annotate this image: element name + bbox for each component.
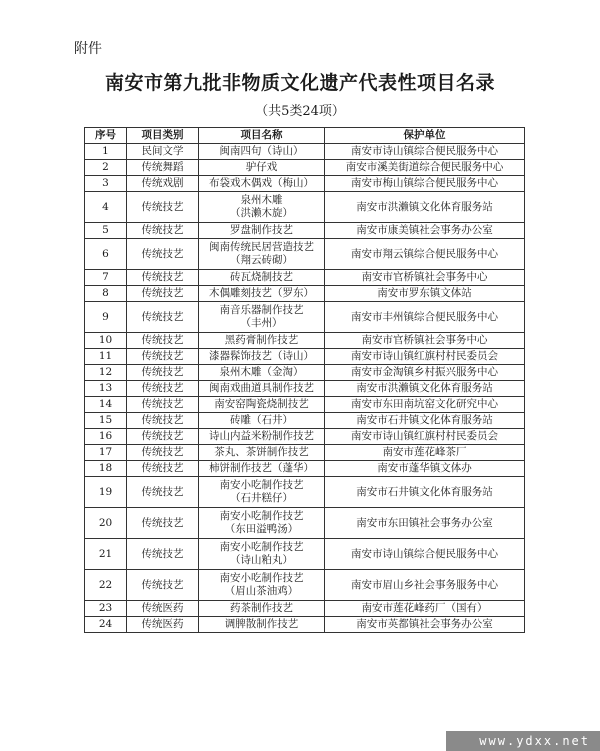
cell-no: 20 <box>85 508 127 539</box>
cell-name-line: 调脾散制作技艺 <box>224 618 299 630</box>
cell-no: 15 <box>85 413 127 429</box>
cell-name <box>199 570 325 601</box>
cell-name-line: 砖瓦烧制技艺 <box>230 271 293 283</box>
attachment-label: 附件 <box>74 41 102 57</box>
column-header-name: 项目名称 <box>199 128 325 144</box>
cell-name-line: 南安小吃制作技艺 <box>219 541 304 553</box>
cell-name-line: 南安小吃制作技艺 <box>219 479 304 491</box>
cell-name-line: （诗山粕丸） <box>230 554 293 566</box>
cell-name-line: 黑药膏制作技艺 <box>224 334 299 346</box>
cell-no: 4 <box>85 192 127 223</box>
cell-unit: 南安市蓬华镇文体办 <box>325 461 525 477</box>
cell-unit: 南安市官桥镇社会事务中心 <box>325 270 525 286</box>
cell-category: 传统技艺 <box>127 539 199 570</box>
cell-category: 传统技艺 <box>127 429 199 445</box>
cell-no: 23 <box>85 601 127 617</box>
column-header-unit: 保护单位 <box>325 128 525 144</box>
table-row <box>85 192 525 223</box>
cell-unit: 南安市眉山乡社会事务服务中心 <box>325 570 525 601</box>
table-row <box>85 508 525 539</box>
cell-name <box>199 270 325 286</box>
cell-no: 8 <box>85 286 127 302</box>
cell-name <box>199 286 325 302</box>
cell-name-line: （眉山茶油鸡） <box>224 585 299 597</box>
cell-no: 16 <box>85 429 127 445</box>
cell-unit: 南安市莲花峰茶厂 <box>325 445 525 461</box>
cell-no: 6 <box>85 239 127 270</box>
cell-unit: 南安市翔云镇综合便民服务中心 <box>325 239 525 270</box>
cell-name-line: 驴仔戏 <box>245 161 278 173</box>
cell-unit: 南安市石井镇文化体育服务站 <box>325 413 525 429</box>
cell-unit: 南安市东田南坑窑文化研究中心 <box>325 397 525 413</box>
cell-name <box>199 223 325 239</box>
cell-category: 传统技艺 <box>127 286 199 302</box>
table-row <box>85 349 525 365</box>
cell-no: 5 <box>85 223 127 239</box>
cell-category: 传统技艺 <box>127 570 199 601</box>
table-row <box>85 601 525 617</box>
cell-name <box>199 508 325 539</box>
cell-name-line: 南安小吃制作技艺 <box>219 572 304 584</box>
document-title: 南安市第九批非物质文化遗产代表性项目名录 <box>104 72 495 94</box>
cell-category: 传统技艺 <box>127 508 199 539</box>
table-row <box>85 477 525 508</box>
cell-name <box>199 601 325 617</box>
cell-no: 14 <box>85 397 127 413</box>
table-body <box>85 144 525 633</box>
cell-name <box>199 539 325 570</box>
cell-name-line: 罗盘制作技艺 <box>230 224 293 236</box>
cell-name-line: 木偶雕刻技艺（罗东） <box>209 287 314 299</box>
cell-unit: 南安市诗山镇综合便民服务中心 <box>325 144 525 160</box>
cell-category: 传统医药 <box>127 601 199 617</box>
cell-name-line: 布袋戏木偶戏（梅山） <box>209 177 314 189</box>
cell-no: 13 <box>85 381 127 397</box>
cell-name-line: 诗山内益米粉制作技艺 <box>209 430 314 442</box>
cell-no: 24 <box>85 617 127 633</box>
cell-unit: 南安市洪濑镇文化体育服务站 <box>325 192 525 223</box>
cell-no: 21 <box>85 539 127 570</box>
cell-name-line: （东田溢鸭汤） <box>224 523 299 535</box>
table-row <box>85 461 525 477</box>
cell-name-line: 南音乐器制作技艺 <box>219 304 304 316</box>
table-row <box>85 270 525 286</box>
cell-name <box>199 160 325 176</box>
cell-category: 传统技艺 <box>127 397 199 413</box>
table-row <box>85 176 525 192</box>
cell-category: 传统技艺 <box>127 239 199 270</box>
table-row <box>85 333 525 349</box>
cell-category: 传统技艺 <box>127 461 199 477</box>
cell-unit: 南安市东田镇社会事务办公室 <box>325 508 525 539</box>
cell-name-line: 药茶制作技艺 <box>230 602 293 614</box>
cell-name-line: 泉州木雕（金淘） <box>219 366 304 378</box>
cell-unit: 南安市诗山镇综合便民服务中心 <box>325 539 525 570</box>
cell-no: 3 <box>85 176 127 192</box>
cell-unit: 南安市梅山镇综合便民服务中心 <box>325 176 525 192</box>
cell-name-line: 南安小吃制作技艺 <box>219 510 304 522</box>
cell-no: 2 <box>85 160 127 176</box>
cell-category: 传统技艺 <box>127 381 199 397</box>
table-row <box>85 445 525 461</box>
cell-unit: 南安市官桥镇社会事务中心 <box>325 333 525 349</box>
cell-name <box>199 397 325 413</box>
table-row <box>85 381 525 397</box>
cell-name-line: 柿饼制作技艺（蓬华） <box>209 462 314 474</box>
cell-name <box>199 302 325 333</box>
cell-category: 传统医药 <box>127 617 199 633</box>
cell-no: 10 <box>85 333 127 349</box>
cell-category: 传统技艺 <box>127 302 199 333</box>
cell-name <box>199 413 325 429</box>
cell-category: 传统技艺 <box>127 349 199 365</box>
cell-unit: 南安市石井镇文化体育服务站 <box>325 477 525 508</box>
cell-name <box>199 333 325 349</box>
cell-category: 传统技艺 <box>127 192 199 223</box>
table-row <box>85 397 525 413</box>
cell-category: 民间文学 <box>127 144 199 160</box>
table-row <box>85 223 525 239</box>
cell-name <box>199 176 325 192</box>
cell-category: 传统技艺 <box>127 223 199 239</box>
cell-category: 传统技艺 <box>127 413 199 429</box>
cell-no: 1 <box>85 144 127 160</box>
table-row <box>85 286 525 302</box>
heritage-list-table <box>84 127 525 633</box>
cell-no: 19 <box>85 477 127 508</box>
cell-name <box>199 461 325 477</box>
cell-name-line: （丰州） <box>240 317 283 329</box>
cell-no: 18 <box>85 461 127 477</box>
cell-unit: 南安市罗东镇文体站 <box>325 286 525 302</box>
table-row <box>85 160 525 176</box>
cell-name <box>199 445 325 461</box>
cell-name-line: 南安窑陶瓷烧制技艺 <box>214 398 309 410</box>
cell-name-line: 闽南传统民居营造技艺 <box>209 241 314 253</box>
cell-name-line: （石井糕仔） <box>230 492 293 504</box>
cell-no: 9 <box>85 302 127 333</box>
cell-no: 22 <box>85 570 127 601</box>
table-row <box>85 144 525 160</box>
cell-name-line: 漆器髹饰技艺（诗山） <box>209 350 314 362</box>
cell-category: 传统技艺 <box>127 333 199 349</box>
cell-unit: 南安市诗山镇红旗村村民委员会 <box>325 349 525 365</box>
cell-name-line: 闽南四句（诗山） <box>219 145 304 157</box>
cell-name-line: 茶丸、茶饼制作技艺 <box>214 446 309 458</box>
cell-name <box>199 365 325 381</box>
cell-no: 7 <box>85 270 127 286</box>
cell-unit: 南安市洪濑镇文化体育服务站 <box>325 381 525 397</box>
cell-unit: 南安市金淘镇乡村振兴服务中心 <box>325 365 525 381</box>
cell-name <box>199 144 325 160</box>
cell-category: 传统技艺 <box>127 477 199 508</box>
cell-no: 11 <box>85 349 127 365</box>
cell-unit: 南安市溪美街道综合便民服务中心 <box>325 160 525 176</box>
document-subtitle: （共5类24项） <box>255 104 345 119</box>
cell-unit: 南安市康美镇社会事务办公室 <box>325 223 525 239</box>
cell-name <box>199 617 325 633</box>
cell-name-line: （洪濑木旋） <box>230 207 293 219</box>
cell-unit: 南安市丰州镇综合便民服务中心 <box>325 302 525 333</box>
table-row <box>85 617 525 633</box>
cell-name-line: 泉州木雕 <box>240 194 283 206</box>
cell-name <box>199 192 325 223</box>
cell-no: 12 <box>85 365 127 381</box>
table-row <box>85 570 525 601</box>
cell-name-line: （翔云砖砌） <box>230 254 293 266</box>
table-row <box>85 429 525 445</box>
cell-name <box>199 381 325 397</box>
cell-unit: 南安市英都镇社会事务办公室 <box>325 617 525 633</box>
site-watermark: www.ydxx.net <box>446 731 600 751</box>
column-header-no: 序号 <box>85 128 127 144</box>
cell-category: 传统戏剧 <box>127 176 199 192</box>
table-row <box>85 413 525 429</box>
cell-unit: 南安市莲花峰药厂（国有） <box>325 601 525 617</box>
cell-category: 传统舞蹈 <box>127 160 199 176</box>
cell-unit: 南安市诗山镇红旗村村民委员会 <box>325 429 525 445</box>
cell-no: 17 <box>85 445 127 461</box>
table-row <box>85 539 525 570</box>
cell-category: 传统技艺 <box>127 270 199 286</box>
cell-name <box>199 349 325 365</box>
column-header-category: 项目类别 <box>127 128 199 144</box>
cell-name <box>199 429 325 445</box>
cell-name <box>199 477 325 508</box>
cell-name-line: 闽南戏曲道具制作技艺 <box>209 382 314 394</box>
cell-name <box>199 239 325 270</box>
table-row <box>85 239 525 270</box>
cell-category: 传统技艺 <box>127 445 199 461</box>
table-row <box>85 365 525 381</box>
cell-category: 传统技艺 <box>127 365 199 381</box>
cell-name-line: 砖雕（石井） <box>230 414 293 426</box>
table-row <box>85 302 525 333</box>
table-header-row <box>85 128 525 144</box>
